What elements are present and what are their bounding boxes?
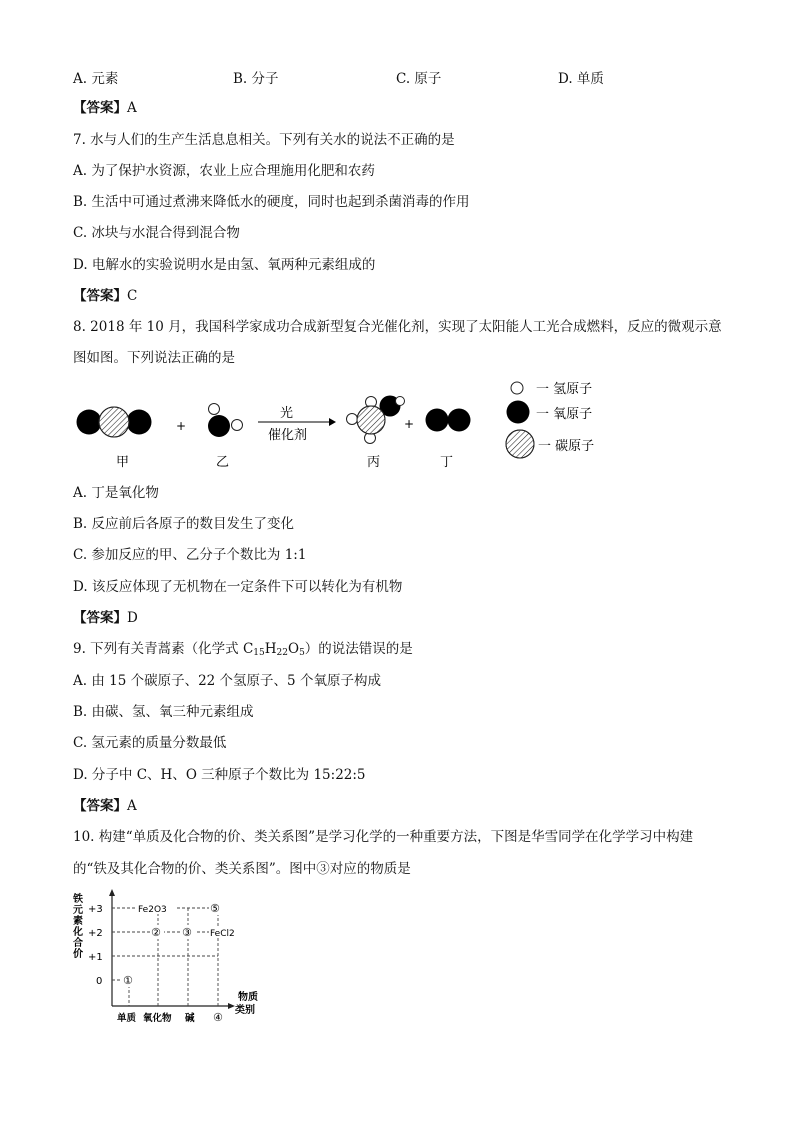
legend-oxygen: 一 氧原子 — [536, 407, 593, 422]
molecule-yi-h2o — [208, 404, 243, 438]
molecule-ding-o2 — [426, 409, 471, 432]
arrow-head-icon — [329, 418, 336, 426]
svg-text:类别: 类别 — [235, 1005, 255, 1016]
q8-stem-line1: 8. 2018 年 10 月，我国科学家成功合成新型复合光催化剂，实现了太阳能人工光合成燃料，反应的微观示意 — [73, 319, 722, 335]
dashed-guides — [112, 908, 218, 1006]
label-yi: 乙 — [216, 455, 230, 470]
q7-option-d: D. 电解水的实验说明水是由氢、氧两种元素组成的 — [73, 257, 376, 273]
q8-option-d: D. 该反应体现了无机物在一定条件下可以转化为有机物 — [73, 579, 403, 595]
svg-text:氧化物: 氧化物 — [143, 1013, 172, 1024]
svg-text:化: 化 — [73, 927, 83, 938]
q9-answer: 【答案】A — [73, 798, 137, 814]
svg-text:④: ④ — [213, 1011, 223, 1024]
x-axis-title — [235, 990, 258, 1016]
svg-text:合: 合 — [73, 938, 83, 949]
y-axis-arrow-icon — [109, 889, 115, 896]
svg-text:碱: 碱 — [185, 1013, 195, 1024]
q6-option-b: B. 分子 — [233, 71, 279, 87]
legend-carbon: 一 碳原子 — [538, 439, 595, 454]
svg-text:+3: +3 — [88, 904, 103, 915]
q6-option-c: C. 原子 — [396, 71, 442, 87]
point-1: ① — [123, 974, 133, 987]
label-jia: 甲 — [116, 455, 130, 470]
label-fe2o3: Fe2O3 — [138, 905, 167, 915]
condition-light: 光 — [280, 406, 294, 421]
svg-text:铁: 铁 — [73, 894, 83, 905]
q8-option-a: A. 丁是氧化物 — [73, 485, 159, 501]
q7-stem: 7. 水与人们的生产生活息息相关。下列有关水的说法不正确的是 — [73, 132, 455, 148]
q7-answer: 【答案】C — [73, 288, 138, 304]
q9-option-d: D. 分子中 C、H、O 三种原子个数比为 15:22:5 — [73, 767, 366, 783]
svg-text:0: 0 — [96, 976, 103, 987]
legend-hydrogen: 一 氢原子 — [536, 382, 593, 397]
legend-hydrogen-symbol — [511, 382, 523, 394]
q9-option-c: C. 氢元素的质量分数最低 — [73, 735, 227, 751]
label-ding: 丁 — [440, 455, 454, 470]
q10-stem-line2: 的“铁及其化合物的价、类关系图”。图中③对应的物质是 — [73, 861, 411, 877]
q6-answer: 【答案】A — [73, 100, 137, 116]
q9-stem: 9. 下列有关青蒿素（化学式 $C_{15}H_{22}O_5$）的说法错误的是 — [73, 641, 413, 658]
q7-option-b: B. 生活中可通过煮沸来降低水的硬度，同时也起到杀菌消毒的作用 — [73, 194, 470, 210]
reaction-diagram — [0, 0, 794, 480]
svg-text:素: 素 — [73, 916, 83, 927]
valence-class-graph — [70, 888, 280, 1028]
point-5: ⑤ — [210, 902, 220, 915]
q7-option-a: A. 为了保护水资源，农业上应合理施用化肥和农药 — [73, 163, 375, 179]
y-tick-labels — [88, 904, 103, 987]
q9-option-a: A. 由 15 个碳原子、22 个氢原子、5 个氧原子构成 — [73, 673, 381, 689]
plus-sign-2: + — [404, 417, 415, 431]
svg-text:+1: +1 — [88, 952, 103, 963]
legend-oxygen-symbol — [507, 401, 530, 424]
point-3: ③ — [182, 926, 192, 939]
svg-text:物质: 物质 — [238, 992, 258, 1003]
svg-text:价: 价 — [73, 949, 83, 960]
svg-text:单质: 单质 — [117, 1013, 137, 1024]
x-tick-labels — [117, 1011, 223, 1024]
point-2: ② — [151, 926, 161, 939]
q10-stem-line1: 10. 构建“单质及化合物的价、类关系图”是学习化学的一种重要方法，下图是华雪同学在化学学习中构建 — [73, 829, 694, 845]
molecule-bing-ch3oh — [347, 396, 405, 444]
q9-option-b: B. 由碳、氢、氧三种元素组成 — [73, 704, 254, 720]
label-bing: 丙 — [367, 455, 381, 470]
graph-points — [122, 901, 239, 987]
q8-option-b: B. 反应前后各原子的数目发生了变化 — [73, 516, 295, 532]
q8-answer: 【答案】D — [73, 610, 138, 626]
plus-sign-1: + — [176, 419, 187, 433]
q8-option-c: C. 参加反应的甲、乙分子个数比为 1:1 — [73, 547, 307, 563]
x-axis-arrow-icon — [228, 1003, 235, 1009]
y-axis-title — [72, 892, 83, 960]
molecule-jia-co2 — [77, 407, 152, 437]
q6-option-a: A. 元素 — [73, 71, 119, 87]
atom-legend — [506, 382, 594, 458]
svg-text:+2: +2 — [88, 928, 103, 939]
label-fecl2: FeCl2 — [210, 929, 235, 939]
q7-option-c: C. 冰块与水混合得到混合物 — [73, 225, 240, 241]
svg-text:元: 元 — [73, 905, 83, 916]
q8-stem-line2: 图如图。下列说法正确的是 — [73, 350, 235, 366]
q6-option-d: D. 单质 — [558, 71, 604, 87]
condition-catalyst: 催化剂 — [268, 428, 308, 443]
